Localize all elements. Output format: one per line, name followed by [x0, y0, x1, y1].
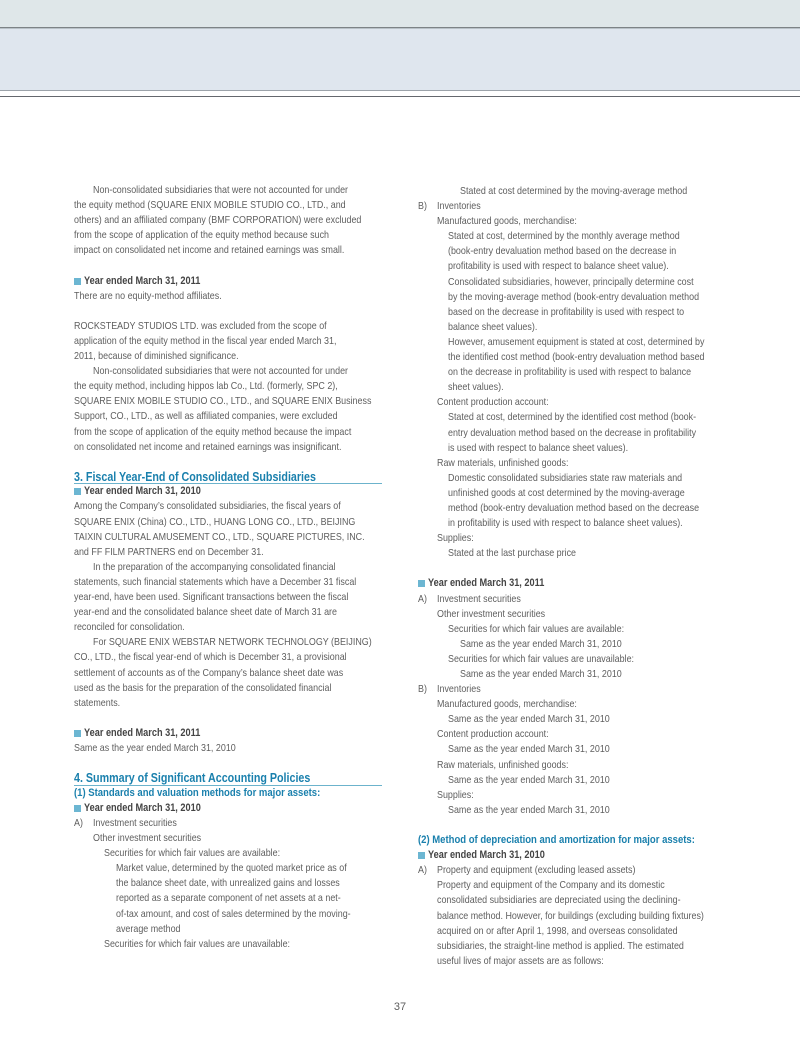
text-line: [418, 350, 726, 365]
text-line: [418, 365, 726, 380]
text-line: [74, 560, 382, 575]
line-text: Year ended March 31, 2010: [428, 849, 545, 862]
line-text: TAIXIN CULTURAL AMUSEMENT CO., LTD., SQUARE PICTURES, INC.: [74, 530, 365, 543]
text-line: [418, 516, 726, 531]
line-text: the identified cost method (book-entry devaluation method based: [448, 351, 705, 364]
list-marker: B): [418, 200, 427, 213]
year-heading: [74, 801, 382, 816]
line-text: Same as the year ended March 31, 2010: [448, 713, 610, 726]
line-text: unfinished goods at cost determined by the moving-average: [448, 486, 685, 499]
line-text: statements, such financial statements which have a December 31 fiscal: [74, 575, 357, 588]
line-text: from the scope of application of the equity method because the impact: [74, 425, 352, 438]
text-line: [418, 275, 726, 290]
text-line: [418, 652, 726, 667]
line-text: on consolidated net income and retained earnings was insignificant.: [74, 440, 342, 453]
text-line: [418, 335, 726, 350]
line-text: Same as the year ended March 31, 2010: [448, 803, 610, 816]
line-text: the balance sheet date, with unrealized gains and losses: [116, 877, 340, 890]
text-line: [74, 861, 382, 876]
left-column: [74, 183, 382, 952]
line-text: subsidiaries, the straight-line method is applied. The estimated: [437, 939, 684, 952]
line-text: in profitability is used with respect to balance sheet values).: [448, 517, 683, 530]
line-text: Market value, determined by the quoted market price as of: [116, 862, 347, 875]
line-text: average method: [116, 922, 181, 935]
line-text: SQUARE ENIX (China) CO., LTD., HUANG LONG CO., LTD., BEIJING: [74, 515, 356, 528]
blank-line: [74, 304, 382, 319]
line-text: 3. Fiscal Year-End of Consolidated Subsidiaries: [74, 469, 316, 484]
line-text: Property and equipment of the Company and its domestic: [437, 879, 665, 892]
line-text: Supplies:: [437, 532, 474, 545]
text-line: [74, 409, 382, 424]
text-line: [418, 878, 726, 893]
text-line: [74, 530, 382, 545]
year-heading: [74, 274, 382, 289]
line-text: For SQUARE ENIX WEBSTAR NETWORK TECHNOLOGY (BEIJING): [93, 636, 372, 649]
line-text: profitability is used with respect to balance sheet value).: [448, 260, 669, 273]
line-text: reported as a separate component of net assets at a net-: [116, 892, 341, 905]
line-text: (1) Standards and valuation methods for major assets:: [74, 786, 321, 799]
line-text: Same as the year ended March 31, 2010: [74, 741, 236, 754]
text-line: [74, 499, 382, 514]
line-text: Same as the year ended March 31, 2010: [460, 637, 622, 650]
blank-line: [74, 455, 382, 470]
line-text: Supplies:: [437, 788, 474, 801]
line-text: the equity method (SQUARE ENIX MOBILE STUDIO CO., LTD., and: [74, 199, 346, 212]
line-text: Property and equipment (excluding leased assets): [437, 864, 636, 877]
text-line: [418, 939, 726, 954]
line-text: Manufactured goods, merchandise:: [437, 698, 577, 711]
line-text: impact on consolidated net income and retained earnings was small.: [74, 244, 345, 257]
text-line: [418, 592, 726, 607]
line-text: (2) Method of depreciation and amortization for major assets:: [418, 834, 695, 847]
line-text: There are no equity-method affiliates.: [74, 289, 222, 302]
line-text: entry devaluation method based on the decrease in profitability: [448, 426, 697, 439]
year-heading: [74, 726, 382, 741]
text-line: [418, 305, 726, 320]
line-text: year-end, have been used. Significant transactions between the fiscal: [74, 591, 349, 604]
text-line: [74, 816, 382, 831]
line-text: Inventories: [437, 683, 481, 696]
line-text: Year ended March 31, 2010: [84, 801, 201, 814]
line-text: Securities for which fair values are available:: [448, 622, 625, 635]
line-text: Same as the year ended March 31, 2010: [448, 743, 610, 756]
text-line: [74, 228, 382, 243]
line-text: SQUARE ENIX MOBILE STUDIO CO., LTD., and SQUARE ENIX Business: [74, 395, 372, 408]
text-line: [418, 909, 726, 924]
line-text: from the scope of application of the equity method because such: [74, 229, 330, 242]
line-text: Stated at cost, determined by the identified cost method (book-: [448, 411, 697, 424]
text-line: [418, 320, 726, 335]
text-line: [74, 922, 382, 937]
year-heading: [418, 576, 726, 591]
text-line: [74, 394, 382, 409]
line-text: and FF FILM PARTNERS end on December 31.: [74, 545, 264, 558]
text-line: [418, 229, 726, 244]
line-text: sheet values).: [448, 381, 504, 394]
line-text: balance sheet values).: [448, 320, 538, 333]
square-bullet-icon: [74, 730, 81, 737]
line-text: the equity method, including hippos lab Co., Ltd. (formerly, SPC 2),: [74, 380, 338, 393]
text-line: [418, 546, 726, 561]
header-rule-bottom: [0, 90, 800, 91]
blank-line: [74, 756, 382, 771]
text-line: [74, 741, 382, 756]
text-line: [418, 954, 726, 969]
line-text: settlement of accounts as of the Company’s balance sheet date was: [74, 666, 344, 679]
blank-line: [74, 258, 382, 273]
header-divider: [0, 96, 800, 97]
line-text: Stated at cost determined by the moving-average method: [460, 185, 688, 197]
list-marker: A): [418, 864, 427, 877]
line-text: is used with respect to balance sheet values).: [448, 441, 629, 454]
line-text: Manufactured goods, merchandise:: [437, 215, 577, 228]
text-line: [418, 501, 726, 516]
header-band-top: [0, 0, 800, 27]
line-text: based on the decrease in profitability is used with respect to: [448, 305, 685, 318]
line-text: Non-consolidated subsidiaries that were not accounted for under: [93, 184, 349, 196]
text-line: [418, 426, 726, 441]
line-text: Other investment securities: [93, 832, 202, 845]
square-bullet-icon: [74, 805, 81, 812]
text-line: [74, 635, 382, 650]
line-text: application of the equity method in the fiscal year ended March 31,: [74, 334, 337, 347]
text-line: [74, 440, 382, 455]
text-line: [74, 605, 382, 620]
text-line: [418, 667, 726, 682]
line-text: Content production account:: [437, 728, 549, 741]
text-line: [74, 319, 382, 334]
line-text: on the decrease in profitability is used with respect to balance: [448, 366, 692, 379]
text-line: [418, 637, 726, 652]
line-text: Inventories: [437, 200, 481, 213]
square-bullet-icon: [418, 852, 425, 859]
text-line: [418, 924, 726, 939]
text-line: [418, 259, 726, 274]
text-line: [418, 456, 726, 471]
line-text: Raw materials, unfinished goods:: [437, 456, 569, 469]
text-line: [74, 515, 382, 530]
year-heading: [74, 484, 382, 499]
line-text: (book-entry devaluation method based on the decrease in: [448, 245, 677, 258]
text-line: [74, 681, 382, 696]
list-marker: A): [74, 816, 83, 829]
text-line: [74, 289, 382, 304]
line-text: 2011, because of diminished significance.: [74, 350, 239, 363]
line-text: Domestic consolidated subsidiaries state raw materials and: [448, 471, 683, 484]
text-line: [418, 244, 726, 259]
line-text: Same as the year ended March 31, 2010: [460, 668, 622, 680]
line-text: In the preparation of the accompanying consolidated financial: [93, 560, 336, 573]
text-line: [418, 395, 726, 410]
line-text: Support, CO., LTD., as well as affiliated companies, were excluded: [74, 410, 338, 423]
line-text: by the moving-average method (book-entry devaluation method: [448, 290, 700, 303]
text-line: [418, 712, 726, 727]
line-text: used as the basis for the preparation of the consolidated financial: [74, 681, 332, 694]
text-line: [418, 471, 726, 486]
right-column: [418, 184, 726, 969]
text-line: [418, 727, 726, 742]
line-text: Securities for which fair values are unavailable:: [448, 652, 635, 665]
text-line: [418, 531, 726, 546]
line-text: Consolidated subsidiaries, however, principally determine cost: [448, 275, 694, 288]
text-line: [418, 486, 726, 501]
line-text: Raw materials, unfinished goods:: [437, 758, 569, 771]
text-line: [74, 831, 382, 846]
line-text: 4. Summary of Significant Accounting Policies: [74, 771, 311, 786]
text-line: [418, 380, 726, 395]
page-number: 37: [393, 1001, 407, 1013]
text-line: [74, 364, 382, 379]
text-line: [74, 545, 382, 560]
text-line: [74, 425, 382, 440]
blank-line: [74, 711, 382, 726]
text-line: [74, 198, 382, 213]
line-text: However, amusement equipment is stated at cost, determined by: [448, 335, 705, 348]
text-line: [418, 803, 726, 818]
line-text: of-tax amount, and cost of sales determined by the moving-: [116, 907, 351, 920]
text-line: [418, 607, 726, 622]
square-bullet-icon: [418, 580, 425, 587]
text-line: [74, 575, 382, 590]
line-text: Investment securities: [93, 816, 177, 829]
square-bullet-icon: [74, 278, 81, 285]
text-line: [418, 199, 726, 214]
line-text: Same as the year ended March 31, 2010: [448, 773, 610, 786]
line-text: Among the Company’s consolidated subsidiaries, the fiscal years of: [74, 500, 341, 513]
line-text: Securities for which fair values are unavailable:: [104, 937, 291, 950]
text-line: [418, 863, 726, 878]
line-text: Non-consolidated subsidiaries that were not accounted for under: [93, 365, 349, 378]
text-line: [74, 650, 382, 665]
text-line: [74, 696, 382, 711]
text-line: [74, 907, 382, 922]
line-text: Year ended March 31, 2011: [428, 577, 545, 590]
line-text: others) and an affiliated company (BMF CORPORATION) were excluded: [74, 214, 362, 227]
text-line: [418, 682, 726, 697]
text-line: [74, 590, 382, 605]
text-line: [74, 334, 382, 349]
text-line: [418, 758, 726, 773]
year-heading: [418, 848, 726, 863]
list-marker: A): [418, 592, 427, 605]
section-heading: [74, 771, 382, 786]
text-line: [74, 846, 382, 861]
text-line: [74, 213, 382, 228]
text-line: [74, 243, 382, 258]
line-text: useful lives of major assets are as follows:: [437, 954, 604, 967]
line-text: reconciled for consolidation.: [74, 621, 185, 634]
line-text: Stated at the last purchase price: [448, 547, 577, 560]
list-marker: B): [418, 683, 427, 696]
text-line: [74, 937, 382, 952]
text-line: [418, 622, 726, 637]
header-band: [0, 29, 800, 90]
text-line: [418, 788, 726, 803]
line-text: Content production account:: [437, 396, 549, 409]
line-text: method (book-entry devaluation method based on the decrease: [448, 501, 700, 514]
subsection-heading: [418, 833, 726, 848]
text-line: [418, 410, 726, 425]
text-line: [74, 876, 382, 891]
text-line: [418, 773, 726, 788]
line-text: balance method. However, for buildings (excluding building fixtures): [437, 909, 704, 922]
line-text: Year ended March 31, 2010: [84, 485, 201, 498]
line-text: year-end and the consolidated balance sheet date of March 31 are: [74, 606, 337, 619]
text-line: [418, 697, 726, 712]
line-text: ROCKSTEADY STUDIOS LTD. was excluded from the scope of: [74, 319, 327, 332]
line-text: Stated at cost, determined by the monthly average method: [448, 230, 680, 243]
text-line: [418, 214, 726, 229]
line-text: statements.: [74, 696, 121, 709]
line-text: Securities for which fair values are available:: [104, 847, 281, 860]
line-text: Investment securities: [437, 592, 521, 605]
section-heading: [74, 470, 382, 485]
text-line: [418, 893, 726, 908]
blank-line: [418, 561, 726, 576]
text-line: [74, 349, 382, 364]
text-line: [74, 183, 382, 198]
line-text: consolidated subsidiaries are depreciated using the declining-: [437, 894, 681, 907]
text-line: [418, 184, 726, 199]
line-text: CO., LTD., the fiscal year-end of which is December 31, a provisional: [74, 651, 347, 664]
line-text: Year ended March 31, 2011: [84, 274, 201, 287]
text-line: [74, 620, 382, 635]
text-line: [74, 891, 382, 906]
square-bullet-icon: [74, 488, 81, 495]
line-text: Other investment securities: [437, 607, 546, 620]
text-line: [418, 441, 726, 456]
blank-line: [418, 818, 726, 833]
subsection-heading: [74, 786, 382, 801]
text-line: [74, 379, 382, 394]
line-text: acquired on or after April 1, 1998, and overseas consolidated: [437, 924, 678, 937]
text-line: [74, 666, 382, 681]
text-line: [418, 742, 726, 757]
line-text: Year ended March 31, 2011: [84, 726, 201, 739]
text-line: [418, 290, 726, 305]
